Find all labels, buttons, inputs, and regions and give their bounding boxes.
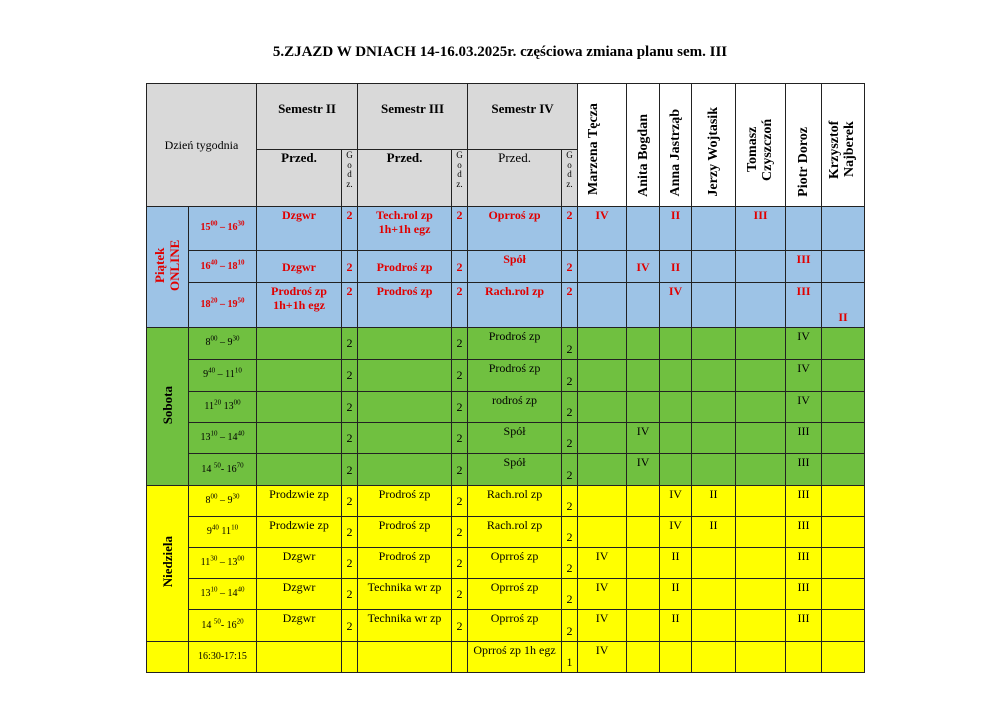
cell-hours: 2 <box>562 548 578 579</box>
cell-marzena: IV <box>578 610 627 641</box>
cell-sem4: Oprroś zp <box>468 206 562 250</box>
cell-piotr: III <box>786 516 822 547</box>
cell-sem3: Prodroś zp <box>358 548 452 579</box>
table-row <box>147 283 865 327</box>
cell-marzena <box>578 423 627 454</box>
teacher-name: Marzena Tęcza <box>586 103 602 196</box>
time-slot: $16^{40} - 18^{10}$ <box>189 251 257 283</box>
cell-tomasz <box>736 392 786 423</box>
table-row <box>147 610 865 641</box>
cell-sem2: Dzgwr <box>257 206 342 250</box>
cell-tomasz <box>736 327 786 359</box>
cell-tomasz <box>736 641 786 672</box>
cell-sem3: Prodroś zp <box>358 283 452 327</box>
cell-sem3 <box>358 641 452 672</box>
cell-krzysztof <box>822 392 865 423</box>
teacher-header-marzena-tecza <box>578 84 627 207</box>
cell-krzysztof <box>822 641 865 672</box>
cell-anita: IV <box>627 423 660 454</box>
cell-anna <box>660 423 692 454</box>
cell-sem2: Dzgwr <box>257 251 342 283</box>
cell-piotr: III <box>786 423 822 454</box>
cell-sem2: Prodzwie zp <box>257 485 342 516</box>
table-row <box>147 251 865 283</box>
cell-krzysztof <box>822 485 865 516</box>
cell-anna <box>660 359 692 391</box>
cell-jerzy <box>692 359 736 391</box>
cell-marzena <box>578 516 627 547</box>
cell-jerzy <box>692 548 736 579</box>
cell-sem2: Dzgwr <box>257 548 342 579</box>
day-saturday: Sobota <box>147 327 189 485</box>
cell-sem3 <box>358 327 452 359</box>
time-slot: 14 $^{50}$- $16^{70}$ <box>189 454 257 485</box>
cell-hours: 2 <box>452 516 468 547</box>
cell-hours: 2 <box>342 548 358 579</box>
cell-krzysztof <box>822 359 865 391</box>
cell-tomasz <box>736 359 786 391</box>
semester-4-header: Semestr IV <box>468 84 578 150</box>
time-slot: $9^{40}$ $11^{10}$ <box>189 516 257 547</box>
cell-marzena <box>578 392 627 423</box>
cell-sem2: Dzgwr <box>257 610 342 641</box>
cell-hours: 2 <box>452 579 468 610</box>
cell-hours: 2 <box>562 516 578 547</box>
cell-hours <box>342 641 358 672</box>
day-sunday: Niedziela <box>147 485 189 641</box>
cell-hours: 2 <box>562 327 578 359</box>
teacher-name: Tomasz Czyszczoń <box>744 118 775 181</box>
cell-piotr: III <box>786 283 822 327</box>
cell-anna <box>660 327 692 359</box>
cell-piotr: IV <box>786 327 822 359</box>
teacher-header-krzysztof-najberek <box>822 84 865 207</box>
cell-sem4: Spół <box>468 454 562 485</box>
cell-tomasz <box>736 579 786 610</box>
teacher-name: Jerzy Wojtasik <box>706 107 722 197</box>
cell-jerzy <box>692 251 736 283</box>
cell-sem3: Technika wr zp <box>358 579 452 610</box>
cell-jerzy <box>692 610 736 641</box>
semester-3-header: Semestr III <box>358 84 468 150</box>
cell-krzysztof <box>822 548 865 579</box>
cell-hours <box>452 641 468 672</box>
time-slot: $13^{10} - 14^{40}$ <box>189 423 257 454</box>
cell-jerzy <box>692 283 736 327</box>
cell-sem2 <box>257 641 342 672</box>
cell-hours: 2 <box>562 392 578 423</box>
table-row <box>147 454 865 485</box>
cell-tomasz <box>736 610 786 641</box>
cell-krzysztof <box>822 327 865 359</box>
sem2-subject-header: Przed. <box>257 150 342 206</box>
cell-piotr: III <box>786 454 822 485</box>
cell-anita <box>627 206 660 250</box>
cell-anna: II <box>660 548 692 579</box>
sem4-hours-header: G o d z. <box>562 150 578 206</box>
cell-jerzy <box>692 641 736 672</box>
teacher-header-anna-jastrzab <box>660 84 692 207</box>
cell-hours: 2 <box>452 327 468 359</box>
cell-hours: 2 <box>342 516 358 547</box>
cell-hours: 2 <box>562 485 578 516</box>
teacher-header-piotr-doroz <box>786 84 822 207</box>
cell-sem4: Rach.rol zp <box>468 283 562 327</box>
cell-tomasz <box>736 485 786 516</box>
cell-hours: 2 <box>342 327 358 359</box>
cell-jerzy <box>692 579 736 610</box>
table-row <box>147 579 865 610</box>
cell-anita <box>627 283 660 327</box>
cell-anna <box>660 641 692 672</box>
cell-sem2: Dzgwr <box>257 579 342 610</box>
cell-anita <box>627 327 660 359</box>
cell-jerzy <box>692 327 736 359</box>
table-row <box>147 548 865 579</box>
cell-hours: 2 <box>452 485 468 516</box>
cell-anita <box>627 641 660 672</box>
cell-anita <box>627 359 660 391</box>
cell-sem2 <box>257 454 342 485</box>
cell-krzysztof <box>822 610 865 641</box>
cell-jerzy <box>692 206 736 250</box>
cell-krzysztof <box>822 206 865 250</box>
cell-anita: IV <box>627 454 660 485</box>
cell-marzena: IV <box>578 641 627 672</box>
cell-hours: 1 <box>562 641 578 672</box>
cell-tomasz <box>736 283 786 327</box>
cell-hours: 2 <box>452 423 468 454</box>
cell-sem3: Prodroś zp <box>358 485 452 516</box>
cell-piotr: III <box>786 610 822 641</box>
time-slot: $15^{00} - 16^{30}$ <box>189 206 257 250</box>
sem3-hours-header: G o d z. <box>452 150 468 206</box>
cell-marzena <box>578 359 627 391</box>
cell-anna <box>660 454 692 485</box>
teacher-header-tomasz-czyszczon <box>736 84 786 207</box>
cell-sem4: Oprroś zp <box>468 548 562 579</box>
cell-hours: 2 <box>342 206 358 250</box>
cell-krzysztof <box>822 251 865 283</box>
cell-piotr <box>786 206 822 250</box>
semester-2-header: Semestr II <box>257 84 358 150</box>
cell-piotr <box>786 641 822 672</box>
time-slot: $18^{20} - 19^{50}$ <box>189 283 257 327</box>
cell-anita <box>627 485 660 516</box>
cell-tomasz <box>736 516 786 547</box>
cell-sem4: Oprroś zp <box>468 610 562 641</box>
cell-hours: 2 <box>562 423 578 454</box>
teacher-name: Anna Jastrząb <box>668 109 684 197</box>
cell-hours: 2 <box>562 283 578 327</box>
cell-sem2: Prodroś zp 1h+1h egz <box>257 283 342 327</box>
cell-sem3: Tech.rol zp 1h+1h egz <box>358 206 452 250</box>
cell-krzysztof: II <box>822 283 865 327</box>
sem3-subject-header: Przed. <box>358 150 452 206</box>
cell-hours: 2 <box>452 206 468 250</box>
cell-sem3 <box>358 454 452 485</box>
cell-jerzy <box>692 423 736 454</box>
cell-hours: 2 <box>452 548 468 579</box>
cell-sem4: Oprroś zp 1h egz <box>468 641 562 672</box>
cell-hours: 2 <box>342 359 358 391</box>
cell-piotr: III <box>786 579 822 610</box>
cell-hours: 2 <box>452 392 468 423</box>
time-slot: 14 $^{50}$- $16^{20}$ <box>189 610 257 641</box>
cell-piotr: III <box>786 548 822 579</box>
cell-hours: 2 <box>562 610 578 641</box>
cell-sem3: Technika wr zp <box>358 610 452 641</box>
cell-sem2: Prodzwie zp <box>257 516 342 547</box>
cell-jerzy: II <box>692 485 736 516</box>
cell-hours: 2 <box>342 454 358 485</box>
cell-sem4: Rach.rol zp <box>468 516 562 547</box>
cell-sem2 <box>257 359 342 391</box>
time-slot: $8^{00} - 9^{30}$ <box>189 327 257 359</box>
teacher-header-anita-bogdan <box>627 84 660 207</box>
cell-marzena <box>578 283 627 327</box>
cell-hours: 2 <box>452 610 468 641</box>
time-slot: $9^{40} - 11^{10}$ <box>189 359 257 391</box>
time-slot: $11^{30} - 13^{00}$ <box>189 548 257 579</box>
cell-hours: 2 <box>342 283 358 327</box>
cell-sem4: Spół <box>468 251 562 283</box>
cell-sem4: Prodroś zp <box>468 327 562 359</box>
cell-marzena: IV <box>578 579 627 610</box>
cell-krzysztof <box>822 516 865 547</box>
cell-anna: II <box>660 610 692 641</box>
table-row <box>147 485 865 516</box>
time-slot: $8^{00} - 9^{30}$ <box>189 485 257 516</box>
cell-sem3 <box>358 423 452 454</box>
cell-marzena <box>578 327 627 359</box>
day-friday: Piątek ONLINE <box>147 206 189 327</box>
cell-anna: II <box>660 206 692 250</box>
cell-hours: 2 <box>342 392 358 423</box>
table-row <box>147 359 865 391</box>
cell-hours: 2 <box>562 251 578 283</box>
cell-tomasz <box>736 454 786 485</box>
cell-sem4: Rach.rol zp <box>468 485 562 516</box>
cell-sem3: Prodroś zp <box>358 251 452 283</box>
cell-anna: II <box>660 579 692 610</box>
cell-anita: IV <box>627 251 660 283</box>
table-row <box>147 392 865 423</box>
teacher-name: Krzysztof Najberek <box>827 120 858 179</box>
cell-marzena: IV <box>578 548 627 579</box>
cell-sem3 <box>358 392 452 423</box>
cell-marzena <box>578 251 627 283</box>
cell-hours: 2 <box>452 359 468 391</box>
table-row <box>147 327 865 359</box>
cell-sem2 <box>257 392 342 423</box>
sem4-subject-header: Przed. <box>468 150 562 206</box>
cell-hours: 2 <box>562 579 578 610</box>
cell-krzysztof <box>822 454 865 485</box>
cell-marzena: IV <box>578 206 627 250</box>
cell-anna: IV <box>660 516 692 547</box>
table-row <box>147 423 865 454</box>
cell-hours: 2 <box>562 206 578 250</box>
cell-hours: 2 <box>342 579 358 610</box>
cell-marzena <box>578 454 627 485</box>
cell-anita <box>627 392 660 423</box>
time-slot: $13^{10} - 14^{40}$ <box>189 579 257 610</box>
cell-hours: 2 <box>562 359 578 391</box>
cell-sem2 <box>257 423 342 454</box>
time-slot: $11^{20}$ $13^{00}$ <box>189 392 257 423</box>
cell-anna <box>660 392 692 423</box>
cell-jerzy: II <box>692 516 736 547</box>
cell-hours: 2 <box>342 423 358 454</box>
schedule-table <box>146 83 865 673</box>
cell-hours: 2 <box>342 485 358 516</box>
cell-tomasz <box>736 423 786 454</box>
cell-hours: 2 <box>562 454 578 485</box>
cell-sem3 <box>358 359 452 391</box>
cell-hours: 2 <box>342 610 358 641</box>
cell-tomasz: III <box>736 206 786 250</box>
cell-hours: 2 <box>452 251 468 283</box>
day-empty <box>147 641 189 672</box>
table-row <box>147 641 865 672</box>
cell-anita <box>627 548 660 579</box>
cell-hours: 2 <box>342 251 358 283</box>
cell-sem4: Oprroś zp <box>468 579 562 610</box>
teacher-name: Anita Bogdan <box>635 113 651 197</box>
cell-anita <box>627 610 660 641</box>
cell-anna: IV <box>660 485 692 516</box>
cell-sem4: Prodroś zp <box>468 359 562 391</box>
cell-piotr: IV <box>786 392 822 423</box>
cell-piotr: III <box>786 251 822 283</box>
cell-sem4: Spół <box>468 423 562 454</box>
cell-anita <box>627 579 660 610</box>
cell-jerzy <box>692 392 736 423</box>
page-title: 5.ZJAZD W DNIACH 14-16.03.2025r. częściowa zmiana planu sem. III <box>272 44 728 60</box>
cell-jerzy <box>692 454 736 485</box>
cell-sem2 <box>257 327 342 359</box>
table-row <box>147 516 865 547</box>
cell-piotr: IV <box>786 359 822 391</box>
cell-tomasz <box>736 548 786 579</box>
cell-tomasz <box>736 251 786 283</box>
day-of-week-header: Dzień tygodnia <box>147 84 257 207</box>
cell-krzysztof <box>822 579 865 610</box>
cell-piotr: III <box>786 485 822 516</box>
table-row <box>147 206 865 250</box>
teacher-name: Piotr Doroz <box>796 126 812 197</box>
cell-marzena <box>578 485 627 516</box>
cell-anna: II <box>660 251 692 283</box>
teacher-header-jerzy-wojtasik <box>692 84 736 207</box>
time-slot: 16:30-17:15 <box>189 641 257 672</box>
cell-anna: IV <box>660 283 692 327</box>
cell-hours: 2 <box>452 283 468 327</box>
cell-krzysztof <box>822 423 865 454</box>
cell-sem4: rodroś zp <box>468 392 562 423</box>
cell-hours: 2 <box>452 454 468 485</box>
cell-anita <box>627 516 660 547</box>
sem2-hours-header: G o d z. <box>342 150 358 206</box>
cell-sem3: Prodroś zp <box>358 516 452 547</box>
